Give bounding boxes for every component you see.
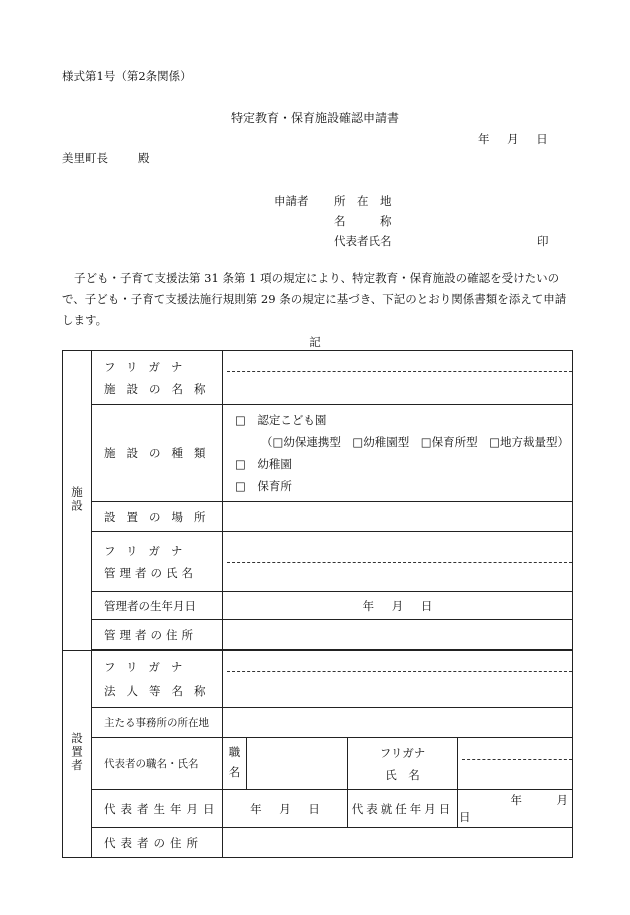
facility-type-options[interactable]	[223, 405, 573, 502]
rep-title-name-label-cell	[92, 738, 223, 790]
type-option-kindergarten[interactable]: □ 幼稚園	[235, 457, 292, 471]
rep-birthdate-label: 代表者生年月日	[104, 801, 220, 816]
rep-title-label-2: 名	[228, 765, 241, 779]
facility-location-label-cell	[92, 502, 223, 532]
rep-title-label-cell	[223, 738, 247, 790]
manager-birthdate-label: 管理者の生年月日	[104, 598, 196, 613]
corp-name-input[interactable]	[223, 651, 573, 708]
rep-title-name-label: 代表者の職名・氏名	[104, 758, 199, 770]
rep-inauguration-label: 代表就任年月日	[351, 801, 454, 816]
founder-furigana-label: フリガナ	[104, 660, 194, 674]
type-option-kodomoen[interactable]: □ 認定こども園	[235, 413, 327, 427]
manager-name-label-cell	[92, 532, 223, 592]
applicant-label: 申請者	[274, 194, 309, 208]
rep-inauguration-label-cell	[348, 790, 458, 828]
facility-name-input[interactable]	[223, 351, 573, 405]
applicant-name-label: 名 称	[334, 214, 392, 228]
manager-birthdate-value: 年 月 日	[362, 598, 433, 613]
facility-type-label: 施設の種類	[104, 446, 217, 460]
type-option-kodomoen-subtypes[interactable]: （□幼保連携型 □幼稚園型 □保育所型 □地方裁量型）	[261, 435, 569, 449]
applicant-representative-label: 代表者氏名	[334, 234, 392, 248]
office-location-input[interactable]	[223, 708, 573, 738]
corp-name-label: 法人等名称	[104, 684, 217, 698]
manager-address-label: 管理者の住所	[104, 627, 197, 642]
manager-name-input[interactable]	[223, 532, 573, 592]
rep-inauguration-input[interactable]	[458, 790, 573, 828]
facility-name-label: 施設の名称	[104, 381, 217, 396]
facility-type-label-cell	[92, 405, 223, 502]
facility-furigana-label: フリガナ	[104, 359, 194, 374]
rep-title-input[interactable]	[247, 738, 348, 790]
manager-birthdate-input[interactable]	[223, 592, 573, 620]
founder-section-label: 設置者	[63, 651, 92, 858]
rep-title-label-1: 職	[228, 745, 241, 759]
facility-name-label-cell	[92, 351, 223, 405]
form-number: 様式第1号（第2条関係）	[62, 69, 192, 83]
body-text: 子ども・子育て支援法第 31 条第 1 項の規定により、特定教育・保育施設の確認を受けたいので、子ども・子育て支援法施行規則第 29 条の規定に基づき、下記のとおり関係書類を添えて申請します。	[62, 271, 567, 327]
facility-location-input[interactable]	[223, 502, 573, 532]
rep-address-input[interactable]	[223, 828, 573, 858]
rep-birthdate-value: 年 月 日	[250, 801, 320, 816]
manager-address-input[interactable]	[223, 620, 573, 650]
rep-name-label: 氏 名	[385, 767, 420, 782]
manager-name-label: 管理者の氏名	[104, 565, 197, 580]
ki-heading: 記	[309, 335, 321, 349]
page-title: 特定教育・保育施設確認申請書	[230, 111, 399, 125]
facility-section-label: 施設	[63, 351, 92, 651]
rep-inauguration-value-2: 日	[459, 810, 471, 824]
manager-birthdate-label-cell	[92, 592, 223, 620]
addressee	[62, 150, 150, 166]
rep-inauguration-value-1: 年 月	[510, 793, 568, 807]
applicant-location-label: 所 在 地	[334, 194, 392, 208]
rep-furigana-label: フリガナ	[379, 745, 426, 760]
manager-address-label-cell	[92, 620, 223, 650]
office-location-label-cell	[92, 708, 223, 738]
rep-birthdate-input[interactable]	[223, 790, 348, 828]
seal-mark: 印	[537, 234, 549, 248]
corp-name-label-cell	[92, 651, 223, 708]
addressee-suffix: 殿	[138, 151, 150, 165]
application-form-table	[62, 350, 573, 858]
rep-name-input[interactable]	[458, 738, 573, 790]
type-option-nursery[interactable]: □ 保育所	[235, 479, 292, 493]
rep-birthdate-label-cell	[92, 790, 223, 828]
rep-address-label-cell	[92, 828, 223, 858]
rep-name-label-cell	[348, 738, 458, 790]
manager-furigana-label: フリガナ	[104, 543, 194, 558]
facility-location-label: 設置の場所	[104, 509, 217, 524]
application-date: 年 月 日	[478, 132, 548, 146]
office-location-label: 主たる事務所の所在地	[104, 717, 209, 729]
rep-address-label: 代表者の住所	[104, 835, 203, 850]
addressee-name: 美里町長	[62, 151, 108, 165]
